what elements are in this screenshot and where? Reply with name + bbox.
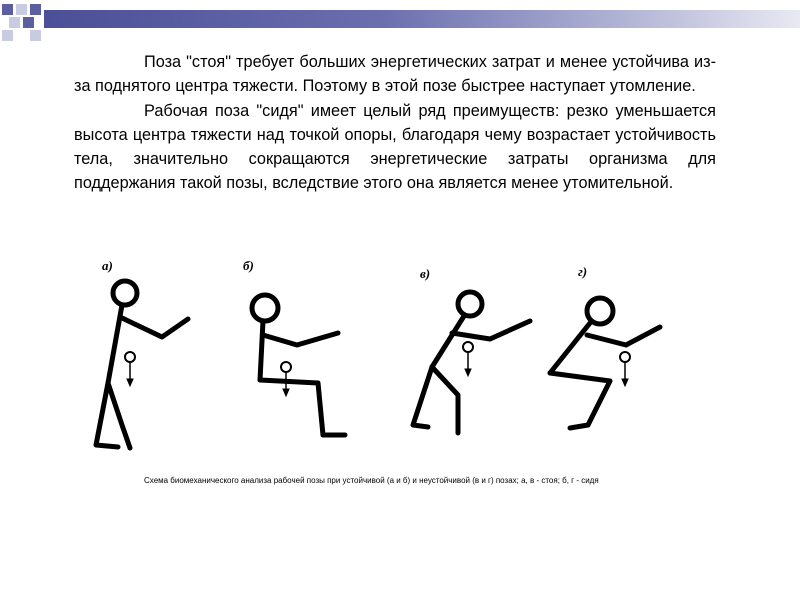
figure-label-b: б)	[243, 258, 254, 273]
stick-figure-g	[550, 298, 660, 428]
stick-figure-v	[413, 292, 530, 433]
header-decoration	[0, 0, 800, 44]
figure-label-v: в)	[420, 266, 431, 281]
body-text	[74, 50, 716, 196]
gravity-marker-a	[125, 352, 135, 386]
posture-figures	[80, 255, 730, 470]
figure-label-a: а)	[102, 258, 113, 273]
stick-figure-b	[252, 295, 345, 435]
paragraph-standing: Поза "стоя" требует больших энергетических затрат и менее устойчива из-за поднятого центра тяжести. Поэтому в этой позе быстрее наступает утомление.	[74, 53, 716, 96]
gravity-marker-g	[620, 352, 630, 386]
figure-label-g: г)	[578, 264, 588, 279]
gravity-marker-v	[463, 342, 473, 376]
figure-caption: Схема биомеханического анализа рабочей позы при устойчивой (а и б) и неустойчивой (в и г) позах; а, в - стоя; б, г - сидя	[144, 476, 599, 485]
stick-figure-a	[96, 281, 188, 448]
paragraph-sitting: Рабочая поза "сидя" имеет целый ряд преимуществ: резко уменьшается высота центра тяжести над точкой опоры, благодаря чему возрастает устойчивость тела, значительно сокращаются энергетические затраты организма для поддержания такой позы, вследствие этого она является менее утомительной.	[74, 101, 716, 193]
title-stripe	[44, 10, 800, 28]
